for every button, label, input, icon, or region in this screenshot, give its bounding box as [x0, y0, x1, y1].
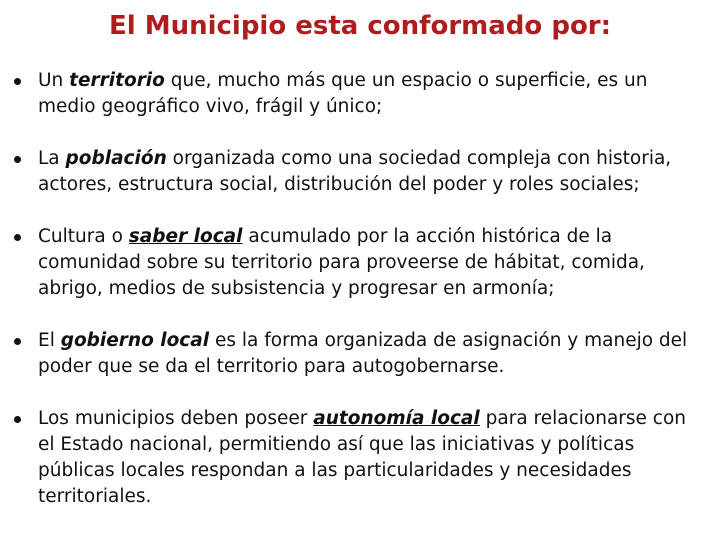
bullet-text-post: es la forma organizada de asignación y manejo del poder que se da el territorio para autogobernarse. [38, 330, 688, 377]
bullet-dot-icon [14, 338, 21, 345]
bullet-text-pre: Cultura o [38, 226, 129, 247]
slide-title: El Municipio esta conformado por: [108, 11, 612, 41]
bullet-emphasis: población [65, 148, 167, 169]
bullet-text-pre: El [38, 330, 61, 351]
bullet-dot-icon [14, 78, 21, 85]
bullet-dot-icon [14, 416, 21, 423]
bullet-dot-icon [14, 156, 21, 163]
bullet-dot-icon [14, 234, 21, 241]
bullet-emphasis: gobierno local [60, 330, 210, 351]
bullet-item-autonomia-local [12, 406, 708, 510]
bullet-text-post: organizada como una sociedad compleja con historia, actores, estructura social, distribución del poder y roles sociales; [38, 148, 672, 195]
bullet-text-pre: La [38, 148, 66, 169]
bullet-item-territorio [12, 68, 708, 120]
bullet-item-gobierno-local [12, 328, 708, 380]
bullet-text-post: que, mucho más que un espacio o superficie, es un medio geográfico vivo, frágil y único; [38, 70, 648, 117]
bullet-list [12, 68, 708, 536]
bullet-text-post: para relacionarse con el Estado nacional, permitiendo así que las iniciativas y políticas públicas locales respondan a las particularidades y necesidades territoriales. [38, 408, 687, 507]
bullet-emphasis: autonomía local [313, 408, 480, 429]
bullet-text-pre: Un [38, 70, 70, 91]
bullet-item-poblacion [12, 146, 708, 198]
bullet-emphasis: saber local [128, 226, 243, 247]
bullet-text-pre: Los municipios deben poseer [38, 408, 314, 429]
bullet-item-saber-local [12, 224, 708, 302]
bullet-emphasis: territorio [69, 70, 165, 91]
bullet-text-post: acumulado por la acción histórica de la comunidad sobre su territorio para proveerse de hábitat, comida, abrigo, medios de subsistencia y progresar en armonía; [38, 226, 645, 299]
